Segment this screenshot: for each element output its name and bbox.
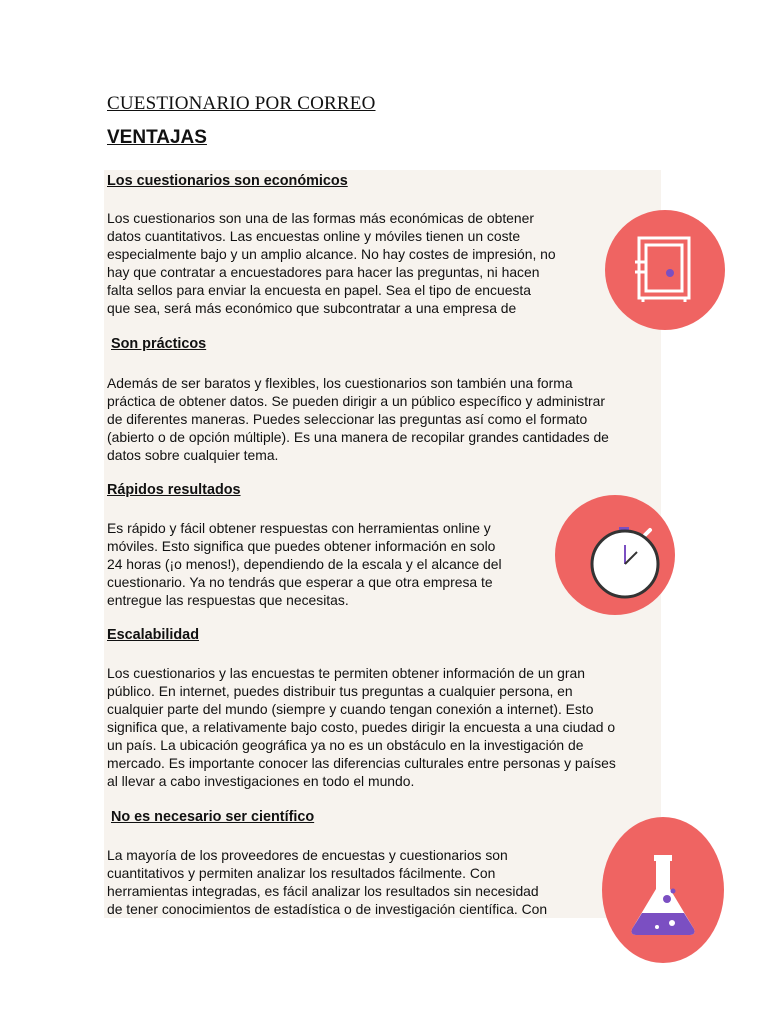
paragraph-rapidos: Es rápido y fácil obtener respuestas con herramientas online y móviles. Esto significa que puedes obtener información en solo 24 horas (¡o menos!), dependiendo de la escala y el alcance del cuestionario. Ya no tendrás que esperar a que otra empresa te entregue las respuestas que necesitas.	[107, 520, 502, 608]
paragraph-practicos: Además de ser baratos y flexibles, los cuestionarios son también una forma práctica de obtener datos. Se pueden dirigir a un público específico y administrar de diferentes maneras. Puedes seleccionar las preguntas así como el formato (abierto o de opción múltiple). Es una manera de recopilar grandes cantidades de datos sobre cualquier tema.	[107, 375, 609, 463]
document-title: CUESTIONARIO POR CORREO	[107, 93, 376, 114]
heading-escalabilidad: Escalabilidad	[107, 627, 199, 643]
stopwatch-icon	[555, 495, 675, 615]
safe-icon	[605, 210, 725, 330]
paragraph-escalabilidad: Los cuestionarios y las encuestas te permiten obtener información de un gran público. En internet, puedes distribuir tus preguntas a cualquier persona, en cualquier parte del mundo (siempre y cuando tengan conexión a internet). Esto significa que, a relativamente bajo costo, puedes dirigir la encuesta a una ciudad o un país. La ubicación geográfica ya no es un obstáculo en la investigación de mercado. Es importante conocer las diferencias culturales entre personas y países al llevar a cabo investigaciones en todo el mundo.	[107, 665, 616, 789]
paragraph-no-cientifico: La mayoría de los proveedores de encuestas y cuestionarios son cuantitativos y permiten analizar los resultados fácilmente. Con herramientas integradas, es fácil analizar los resultados sin necesidad de tener conocimientos de estadística o de investigación científica. Con	[107, 847, 548, 917]
heading-no-cientifico: No es necesario ser científico	[111, 809, 315, 825]
heading-economicos: Los cuestionarios son económicos	[107, 173, 348, 189]
paragraph-economicos: Los cuestionarios son una de las formas más económicas de obtener datos cuantitativos. Las encuestas online y móviles tienen un coste especialmente bajo y un amplio alcance. No hay costes de impresión, no hay que contratar a encuestadores para hacer las preguntas, ni hacen falta sellos para enviar la encuesta en papel. Sea el tipo de encuesta que sea, será más económico que subcontratar a una empresa de	[107, 210, 556, 316]
flask-icon	[602, 817, 724, 963]
heading-practicos: Son prácticos	[111, 336, 207, 352]
section-title: VENTAJAS	[107, 127, 207, 148]
heading-rapidos: Rápidos resultados	[107, 482, 241, 498]
